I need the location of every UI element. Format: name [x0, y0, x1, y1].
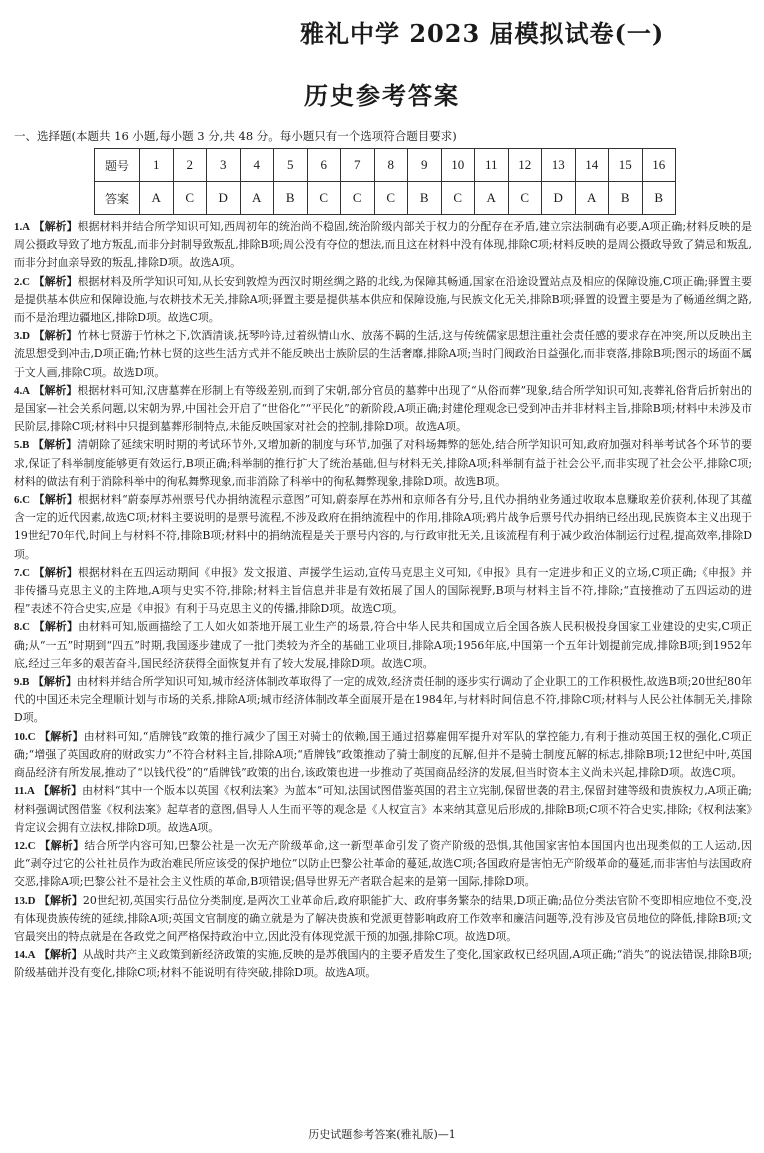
explanation-number: 4.A	[14, 384, 31, 397]
explanation-item	[14, 273, 752, 328]
explanation-number: 5.B	[14, 439, 30, 452]
explanation-number: 9.B	[14, 676, 30, 689]
analysis-tag: 【解析】	[39, 838, 85, 852]
explanation-number: 8.C	[14, 621, 31, 634]
analysis-tag: 【解析】	[32, 675, 77, 689]
analysis-tag: 【解析】	[39, 893, 83, 907]
explanation-text: 根据材料在五四运动期间《申报》发文报道、声援学生运动,宣传马克思主义可知,《申报》具有一定进步和正义的立场,C项正确;《申报》并非传播马克思主义的主阵地,A项与史实不符,排除;材料主旨信息并非是有效拓展了国人的国际视野,B项与材料主旨不符,排除;“直接推动了五四运动的进程”表述不符合史实,应是《申报》有利于马克思主义的传播,排除D项。故选C项。	[14, 565, 752, 616]
explanation-item	[14, 491, 752, 564]
explanation-number: 3.D	[14, 330, 31, 343]
answer-cell: C	[441, 182, 475, 215]
question-number-row	[95, 149, 676, 182]
analysis-tag: 【解析】	[33, 620, 79, 634]
answer-cell: C	[508, 182, 542, 215]
question-number-cell: 8	[374, 149, 408, 182]
explanation-number: 12.C	[14, 839, 36, 852]
question-number-cell: 7	[341, 149, 375, 182]
answer-cell: C	[173, 182, 207, 215]
question-number-cell: 3	[207, 149, 241, 182]
explanation-item	[14, 218, 752, 273]
analysis-tag: 【解析】	[33, 329, 78, 343]
question-number-cell: 1	[140, 149, 174, 182]
explanation-number: 10.C	[14, 730, 36, 743]
analysis-tag: 【解析】	[33, 438, 78, 452]
answer-cell: C	[374, 182, 408, 215]
question-number-cell: 11	[475, 149, 509, 182]
question-number-cell: 15	[609, 149, 643, 182]
explanation-item	[14, 782, 752, 837]
section-heading: 一、选择题(本题共 16 小题,每小题 3 分,共 48 分。每小题只有一个选项符合题目要求)	[14, 129, 457, 143]
answer-cell: A	[475, 182, 509, 215]
question-number-cell: 2	[173, 149, 207, 182]
answer-cell: C	[307, 182, 341, 215]
explanation-number: 2.C	[14, 275, 31, 288]
answer-cell: B	[408, 182, 442, 215]
question-number-cell: 12	[508, 149, 542, 182]
question-number-cell: 9	[408, 149, 442, 182]
question-number-cell: 16	[642, 149, 676, 182]
explanation-text: 20世纪初,英国实行品位分类制度,是两次工业革命后,政府职能扩大、政府事务繁杂的结果,D项正确;品位分类法官阶不变即相应地位不变,没有体现贵族传统的延续,排除A项;英国文官制度的确立就是为了解决贵族和党派更替影响政府工作效率和廉洁问题等,没有涉及官员地位的降低,排除B项;文官最突出的特点就是在各政党之间严格保持政治中立,因此没有体现党派干预的加强,排除C项。故选D项。	[14, 893, 752, 943]
answer-header: 答案	[95, 182, 140, 215]
question-number-header: 题号	[95, 149, 140, 182]
answer-cell: D	[207, 182, 241, 215]
explanation-text: 根据材料可知,汉唐墓葬在形制上有等级差别,而到了宋朝,部分官员的墓葬中出现了“从俗而葬”现象,结合所学知识可知,丧葬礼俗背后折射出的是国家—社会关系问题,以宋朝为界,中国社会开启了“世俗化”“平民化”的新阶段,A项正确;封建伦理观念已受到冲击并非材料主旨,排除B项;材料中未涉及市民阶层,排除C项;材料中只提到墓葬形制特点,未能反映国家对社会的控制,排除D项。故选A项。	[14, 383, 752, 434]
analysis-tag: 【解析】	[38, 948, 83, 962]
explanation-item	[14, 618, 752, 673]
question-number-cell: 13	[542, 149, 576, 182]
explanation-number: 7.C	[14, 566, 31, 579]
answer-cell: B	[274, 182, 308, 215]
explanation-item	[14, 327, 752, 382]
explanation-item	[14, 564, 752, 619]
explanation-number: 13.D	[14, 894, 36, 907]
answer-cell: C	[341, 182, 375, 215]
question-number-cell: 10	[441, 149, 475, 182]
answer-cell: A	[240, 182, 274, 215]
explanation-text: 根据材料及所学知识可知,从长安到敦煌为西汉时期丝绸之路的北线,为保障其畅通,国家在沿途设置站点及相应的保障设施,C项正确;驿置主要是提供基本供应和保障设施,与农耕技术无关,排除A项;驿置主要是提供基本供应和保障设施,与民族文化无关,排除B项;驿置的设置主要是为了畅通丝绸之路,而不是治理边疆地区,排除D项。故选C项。	[14, 274, 752, 325]
explanation-number: 6.C	[14, 494, 31, 507]
explanation-item	[14, 892, 752, 947]
analysis-tag: 【解析】	[39, 729, 84, 743]
explanation-text: 根据材料“蔚泰厚苏州票号代办捐纳流程示意图”可知,蔚泰厚在苏州和京师各有分号,且代办捐纳业务通过收取本息赚取差价获利,体现了其蕴含一定的近代因素,故选C项;材料主要说明的是票号流程,不涉及政府在捐纳流程中的作用,排除A项;鸦片战争后票号代办捐纳已经出现,民族资本主义出现于19世纪70年代,时间上与材料不符,排除B项;材料中的捐纳流程是关于票号内容的,与行政审批无关,且该流程有利于减少政治体制运行过程,提高效率,排除D项。	[14, 493, 752, 561]
question-number-cell: 14	[575, 149, 609, 182]
answer-cell: A	[140, 182, 174, 215]
question-number-cell: 4	[240, 149, 274, 182]
explanation-text: 从战时共产主义政策到新经济政策的实施,反映的是苏俄国内的主要矛盾发生了变化,国家政权已经巩固,A项正确;“消失”的说法错误,排除B项;阶级基础并没有变化,排除C项;材料不能说明有待突破,排除D项。故选A项。	[14, 948, 752, 980]
explanation-text: 结合所学内容可知,巴黎公社是一次无产阶级革命,这一新型革命引发了资产阶级的恐惧,其他国家害怕本国国内也出现类似的工人运动,因此“剥夺过它的公社社员作为政治难民所应该受的保护地位”以防止巴黎公社革命的蔓延,故选C项;各国政府是害怕无产阶级革命的蔓延,而非害怕与法国政府交恶,排除A项;巴黎公社不是社会主义性质的革命,B项错误;倡导世界无产者联合起来的是第一国际,排除D项。	[14, 838, 752, 889]
analysis-tag: 【解析】	[33, 220, 78, 233]
explanation-item	[14, 837, 752, 892]
answer-row	[95, 182, 676, 215]
explanation-text: 由材料可知,版画描绘了工人如火如荼地开展工业生产的场景,符合中华人民共和国成立后全国各族人民积极投身国家工业建设的史实,C项正确;从“一五”时期到“四五”时期,我国逐步建成了一批门类较为齐全的基础工业项目,排除A项;1956年底,中国第一个五年计划提前完成,排除B项;到1952年底,经过三年多的艰苦奋斗,国民经济获得全面恢复并有了较大发展,排除D项。故选C项。	[14, 620, 752, 670]
analysis-tag: 【解析】	[33, 383, 78, 397]
page-footer: 历史试题参考答案(雅礼版)—1	[308, 1128, 456, 1141]
explanation-list	[14, 218, 752, 983]
document-subtitle: 历史参考答案	[304, 81, 460, 110]
answer-cell: B	[642, 182, 676, 215]
analysis-tag: 【解析】	[33, 274, 78, 288]
explanation-text: 清朝除了延续宋明时期的考试环节外,又增加新的制度与环节,加强了对科场舞弊的惩处,结合所学知识可知,政府加强对科举考试各个环节的要求,保证了科举制度能够更有效运行,B项正确;科举制的推行扩大了统治基础,但与材料无关,排除A项;科举制有益于社会公平,而非实现了社会公平,排除C项;材料的做法有利于消除科举中的徇私舞弊现象,而非消除了科举中的徇私舞弊现象,排除D项。故选B项。	[14, 438, 752, 488]
analysis-tag: 【解析】	[33, 493, 78, 507]
explanation-item	[14, 673, 752, 728]
explanation-text: 竹林七贤游于竹林之下,饮酒清谈,抚琴吟诗,过着纵情山水、放荡不羁的生活,这与传统儒家思想注重社会责任感的要求存在冲突,所以反映出主流思想受到冲击,D项正确;竹林七贤的这些生活方式并不能反映出士族阶层的生活奢靡,排除A项;当时门阀政治日益强化,而非衰落,排除B项;图示的场面不属于文人画,排除C项。故选D项。	[14, 329, 752, 379]
question-number-cell: 6	[307, 149, 341, 182]
explanation-item	[14, 728, 752, 783]
answer-cell: D	[542, 182, 576, 215]
explanation-number: 1.A	[14, 221, 31, 233]
answer-table	[94, 148, 676, 215]
explanation-item	[14, 946, 752, 982]
analysis-tag: 【解析】	[38, 784, 83, 798]
explanation-text: 由材料可知,“盾牌钱”政策的推行减少了国王对骑士的依赖,国王通过招募雇佣军提升对军队的掌控能力,有利于推动英国王权的强化,C项正确;“增强了英国政府的财政实力”不符合材料主旨,排除A项;“盾牌钱”政策推动了骑士制度的瓦解,但并不是骑士制度瓦解的标志,排除B项;12世纪中叶,英国商品经济有所发展,推动了“以钱代役”的“盾牌钱”政策的出台,该政策也进一步推动了英国商品经济的发展,但当时资本主义尚未兴起,排除D项。故选C项。	[14, 729, 752, 780]
explanation-number: 11.A	[14, 785, 35, 798]
question-number-cell: 5	[274, 149, 308, 182]
explanation-item	[14, 436, 752, 491]
answer-cell: B	[609, 182, 643, 215]
explanation-number: 14.A	[14, 949, 36, 962]
explanation-text: 由材料“其中一个版本以英国《权利法案》为蓝本”可知,法国试图借鉴英国的君主立宪制,保留世袭的君主,保留封建等级和贵族权力,A项正确;材料强调试图借鉴《权利法案》起草者的意图,倡导人人生而平等的观念是《人权宣言》本来纳其意见后形成的,排除B项;C项不符合史实,排除;《权利法案》肯定议会拥有立法权,排除D项。故选A项。	[14, 784, 752, 834]
explanation-item	[14, 382, 752, 437]
analysis-tag: 【解析】	[33, 565, 78, 579]
page-title: 雅礼中学 2023 届模拟试卷(一)	[300, 19, 665, 48]
explanation-text: 根据材料并结合所学知识可知,西周初年的统治尚不稳固,统治阶级内部关于权力的分配存在矛盾,建立宗法制确有必要,A项正确;材料反映的是周公摄政导致了地方叛乱,而非分封制导致叛乱,排除B项;周公没有夺位的想法,而且这在材料中没有体现,排除C项;材料反映的是周公摄政导致了猜忌和叛乱,而非分封血亲导致的叛乱,排除D项。故选A项。	[14, 220, 752, 270]
explanation-text: 由材料并结合所学知识可知,城市经济体制改革取得了一定的成效,经济责任制的逐步实行调动了企业职工的工作积极性,故选B项;20世纪80年代的中国还未完全理顺计划与市场的关系,排除A项;城市经济体制改革全面展开是在1984年,与材料时间信息不符,排除C项;材料与人民公社体制无关,排除D项。	[14, 675, 753, 725]
answer-cell: A	[575, 182, 609, 215]
